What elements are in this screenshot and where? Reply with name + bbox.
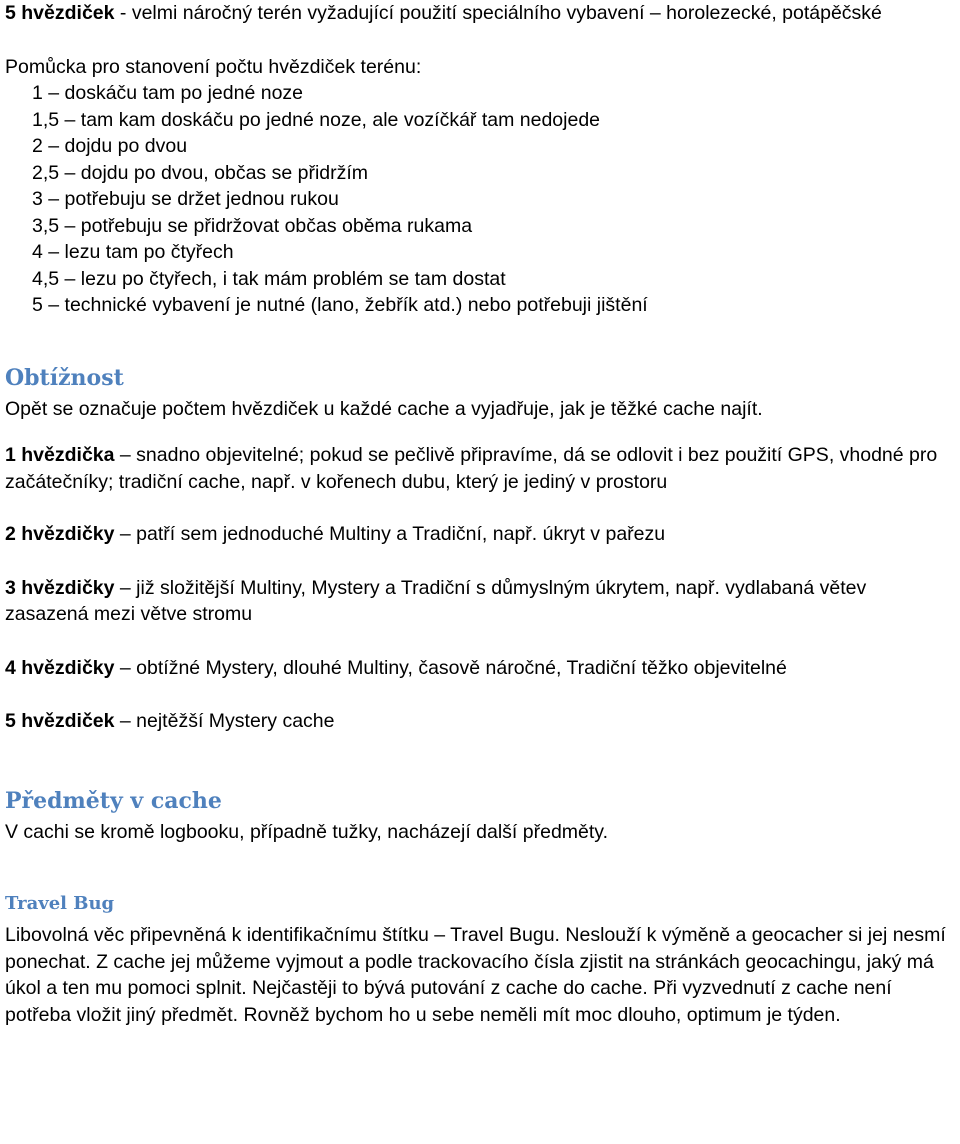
difficulty-level-2	[5, 521, 955, 548]
level-label: 2 hvězdičky	[5, 523, 115, 545]
difficulty-level-5	[5, 708, 955, 735]
list-item: 3,5 – potřebuju se přidržovat občas oběma rukama	[32, 214, 473, 237]
difficulty-level-1	[5, 442, 955, 495]
travel-bug-text: Libovolná věc připevněná k identifikačnímu štítku – Travel Bugu. Neslouží k výměně a geocacher si jej nesmí ponechat. Z cache jej můžeme vyjmout a podle trackovacího čísla zjistit na stránkách geocachingu, jaký má úkol a ten mu pomoci splnit. Nejčastěji to bývá putování z cache do cache. Při vyzvednutí z cache není potřeba vložit jiný předmět. Rovněž bychom ho u sebe neměli mít moc dlouho, optimum je týden.	[5, 924, 946, 1026]
level-label: 5 hvězdiček	[5, 710, 115, 732]
difficulty-level-4	[5, 655, 955, 682]
list-item: 4,5 – lezu po čtyřech, i tak mám problém se tam dostat	[32, 267, 506, 290]
terrain-helper-heading: Pomůcka pro stanovení počtu hvězdiček terénu:	[5, 55, 422, 78]
level-text: – patří sem jednoduché Multiny a Tradiční, např. úkryt v pařezu	[114, 523, 666, 545]
list-item: 2,5 – dojdu po dvou, občas se přidržím	[32, 161, 369, 184]
list-item: 2 – dojdu po dvou	[32, 135, 188, 157]
intro-title-bold: 5 hvězdiček	[5, 2, 115, 24]
level-text: – již složitější Multiny, Mystery a Tradiční s důmyslným úkrytem, např. vydlabaná větev zasazená mezi větve stromu	[5, 576, 867, 625]
list-item: 3 – potřebuju se držet jednou rukou	[32, 188, 339, 210]
list-item: 1,5 – tam kam doskáču po jedné noze, ale vozíčkář tam nedojede	[32, 108, 601, 131]
difficulty-level-3	[5, 575, 955, 628]
terrain-helper-list	[5, 80, 955, 319]
travel-bug-heading: Travel Bug	[5, 893, 115, 914]
items-heading: Předměty v cache	[5, 787, 222, 814]
level-label: 1 hvězdička	[5, 444, 115, 466]
list-item: 4 – lezu tam po čtyřech	[32, 241, 234, 263]
items-text: V cachi se kromě logbooku, případně tužky, nacházejí další předměty.	[5, 820, 609, 843]
difficulty-heading: Obtížnost	[5, 364, 124, 391]
level-text: – snadno objevitelné; pokud se pečlivě připravíme, dá se odlovit i bez použití GPS, vhodné pro začátečníky; tradiční cache, např. v kořenech dubu, který je jediný v prostoru	[5, 444, 938, 493]
difficulty-intro: Opět se označuje počtem hvězdiček u každé cache a vyjadřuje, jak je těžké cache najít.	[5, 397, 763, 420]
list-item: 1 – doskáču tam po jedné noze	[32, 82, 304, 104]
level-label: 4 hvězdičky	[5, 656, 115, 679]
level-text: – nejtěžší Mystery cache	[114, 710, 335, 732]
level-text: – obtížné Mystery, dlouhé Multiny, časově náročné, Tradiční těžko objevitelné	[114, 656, 787, 679]
intro-paragraph	[5, 0, 955, 27]
level-label: 3 hvězdičky	[5, 576, 115, 599]
list-item: 5 – technické vybavení je nutné (lano, žebřík atd.) nebo potřebuji jištění	[32, 294, 648, 316]
document-page	[5, 0, 955, 1028]
intro-title-rest: - velmi náročný terén vyžadující použití speciálního vybavení – horolezecké, potápěčské	[114, 2, 882, 24]
